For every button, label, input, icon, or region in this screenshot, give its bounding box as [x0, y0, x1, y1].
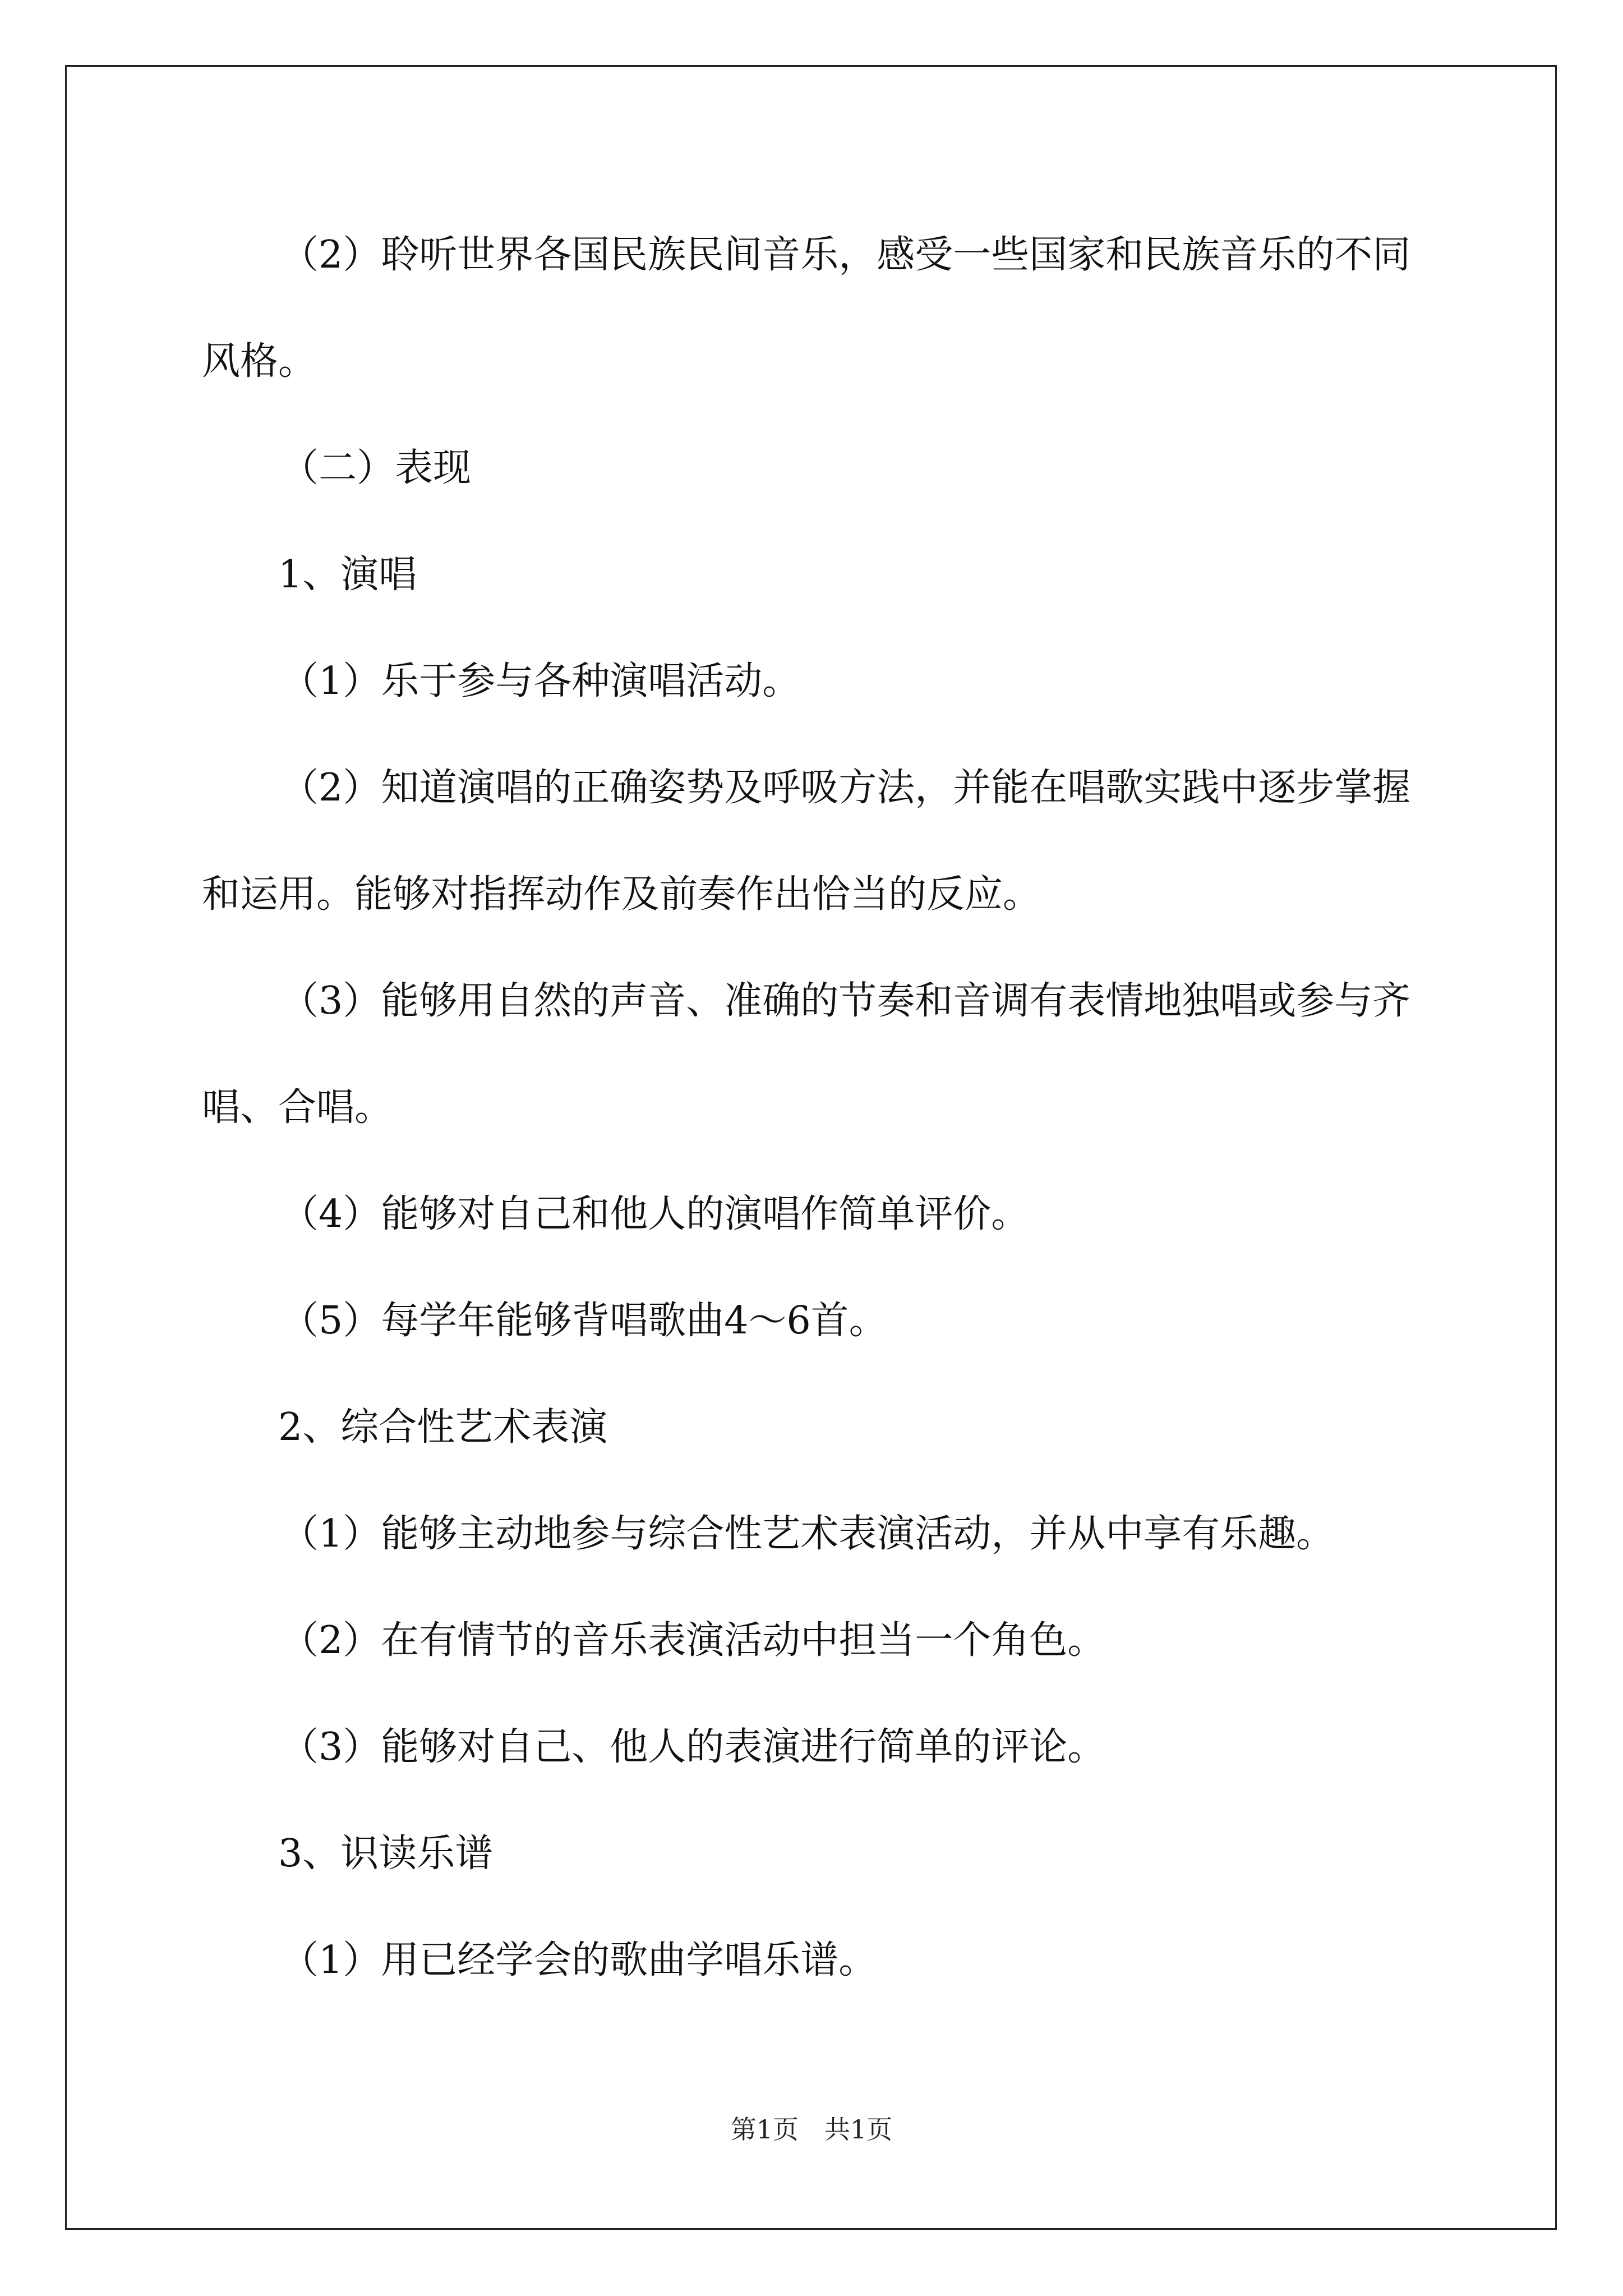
document-body	[202, 202, 1424, 2014]
page-footer: 第1页 共1页	[730, 2114, 893, 2145]
paragraph: （4）能够对自己和他人的演唱作简单评价。	[280, 1192, 1030, 1236]
paragraph: （1）能够主动地参与综合性艺术表演活动，并从中享有乐趣。	[280, 1512, 1335, 1556]
section-heading: （二）表现	[280, 446, 472, 490]
paragraph: （5）每学年能够背唱歌曲4～6首。	[280, 1299, 887, 1343]
paragraph: （1）用已经学会的歌曲学唱乐谱。	[280, 1938, 877, 1982]
subsection-heading: 2、综合性艺术表演	[278, 1405, 608, 1450]
subsection-heading: 1、演唱	[278, 553, 417, 597]
paragraph: （2）知道演唱的正确姿势及呼吸方法，并能在唱歌实践中逐步掌握和运用。能够对指挥动作及前奏作出恰当的反应。	[202, 766, 1411, 917]
subsection-heading: 3、识读乐谱	[278, 1832, 494, 1876]
paragraph: （2）在有情节的音乐表演活动中担当一个角色。	[280, 1618, 1106, 1663]
paragraph: （3）能够用自然的声音、准确的节奏和音调有表情地独唱或参与齐唱、合唱。	[202, 979, 1411, 1130]
paragraph: （1）乐于参与各种演唱活动。	[280, 659, 801, 703]
paragraph: （3）能够对自己、他人的表演进行简单的评论。	[280, 1725, 1106, 1769]
paragraph: （2）聆听世界各国民族民间音乐，感受一些国家和民族音乐的不同风格。	[202, 233, 1411, 384]
